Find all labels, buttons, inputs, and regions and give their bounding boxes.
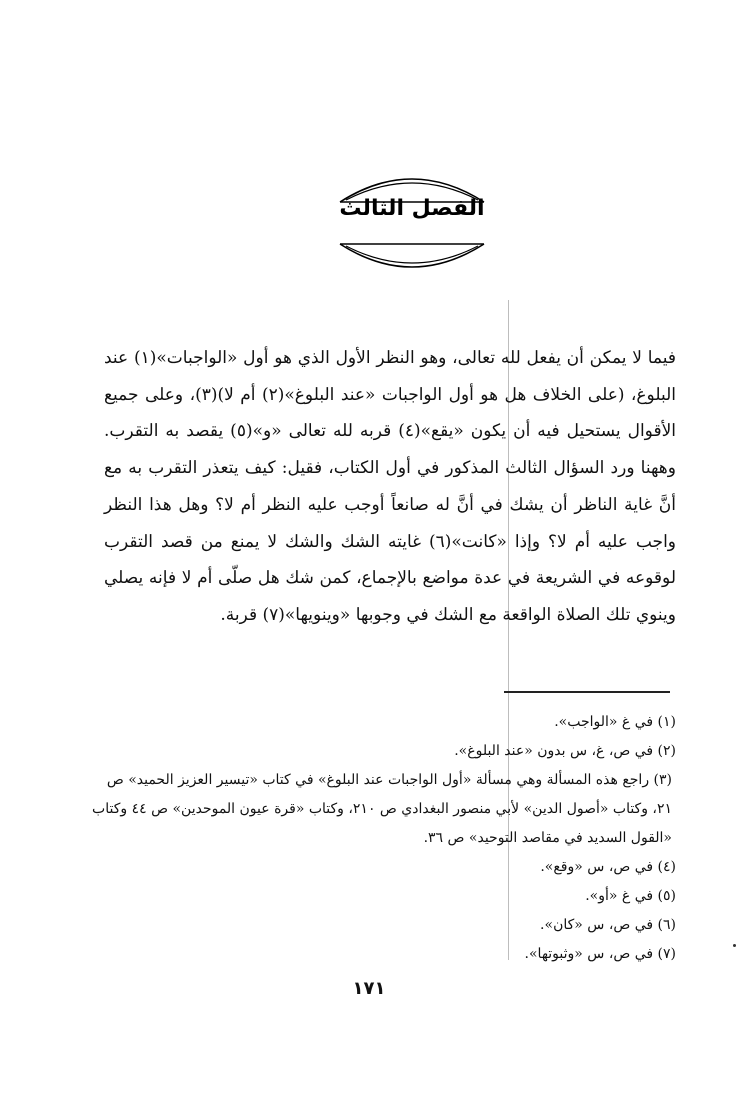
footnote-item: (٧) في ص، س «وثبوتها». xyxy=(524,946,676,962)
footnote-item: (٣) راجع هذه المسألة وهي مسألة «أول الواجبات عند البلوغ» في كتاب «تيسير العزيز الحميد» ص ٢١، وكتاب «أصول الدين» لأبي منصور البغدادي ص ٢١٠، وكتاب «قرة عيون الموحدين» ص ٤٤ وكتاب «القول السديد في مقاصد التوحيد» ص ٣٦. xyxy=(92,772,672,846)
body-paragraph: فيما لا يمكن أن يفعل لله تعالى، وهو النظر الأول الذي هو أول «الواجبات»(١) عند البلوغ، (على الخلاف هل هو أول الواجبات «عند البلوغ»(٢) أم لا)(٣)، وعلى جميع الأقوال يستحيل فيه أن يكون «يقع»(٤) قربه لله تعالى «و»(٥) يقصد به التقرب. وههنا ورد السؤال الثالث المذكور في أول الكتاب، فقيل: كيف يتعذر التقرب به مع أنَّ غاية الناظر أن يشك في أنَّ له صانعاً أوجب عليه النظر أم لا؟ وهل هذا النظر واجب عليه أم لا؟ وإذا «كانت»(٦) غايته الشك والشك لا يمنع من قصد التقرب لوقوعه في الشريعة في عدة مواضع بالإجماع، كمن شك هل صلّى أم لا فإنه يصلي وينوي تلك الصلاة الواقعة مع الشك في وجوبها «وينويها»(٧) قربة. xyxy=(104,348,677,625)
footnote-separator xyxy=(504,691,670,693)
footnote-item: (٢) في ص، غ، س بدون «عند البلوغ». xyxy=(454,743,676,759)
footnote-item: (٦) في ص، س «كان». xyxy=(540,917,676,933)
footnote-item: (٥) في غ «أو». xyxy=(585,888,676,904)
scan-speck xyxy=(733,944,736,947)
footnotes-list xyxy=(84,708,676,969)
footnote-item: (١) في غ «الواجب». xyxy=(554,714,676,730)
footnote-item: (٤) في ص، س «وقع». xyxy=(540,859,676,875)
page-number: ١٧١ xyxy=(352,978,386,999)
chapter-title: الفصل الثالث xyxy=(339,196,485,221)
ornament-frame xyxy=(336,170,488,274)
chapter-heading-ornament xyxy=(336,170,488,274)
